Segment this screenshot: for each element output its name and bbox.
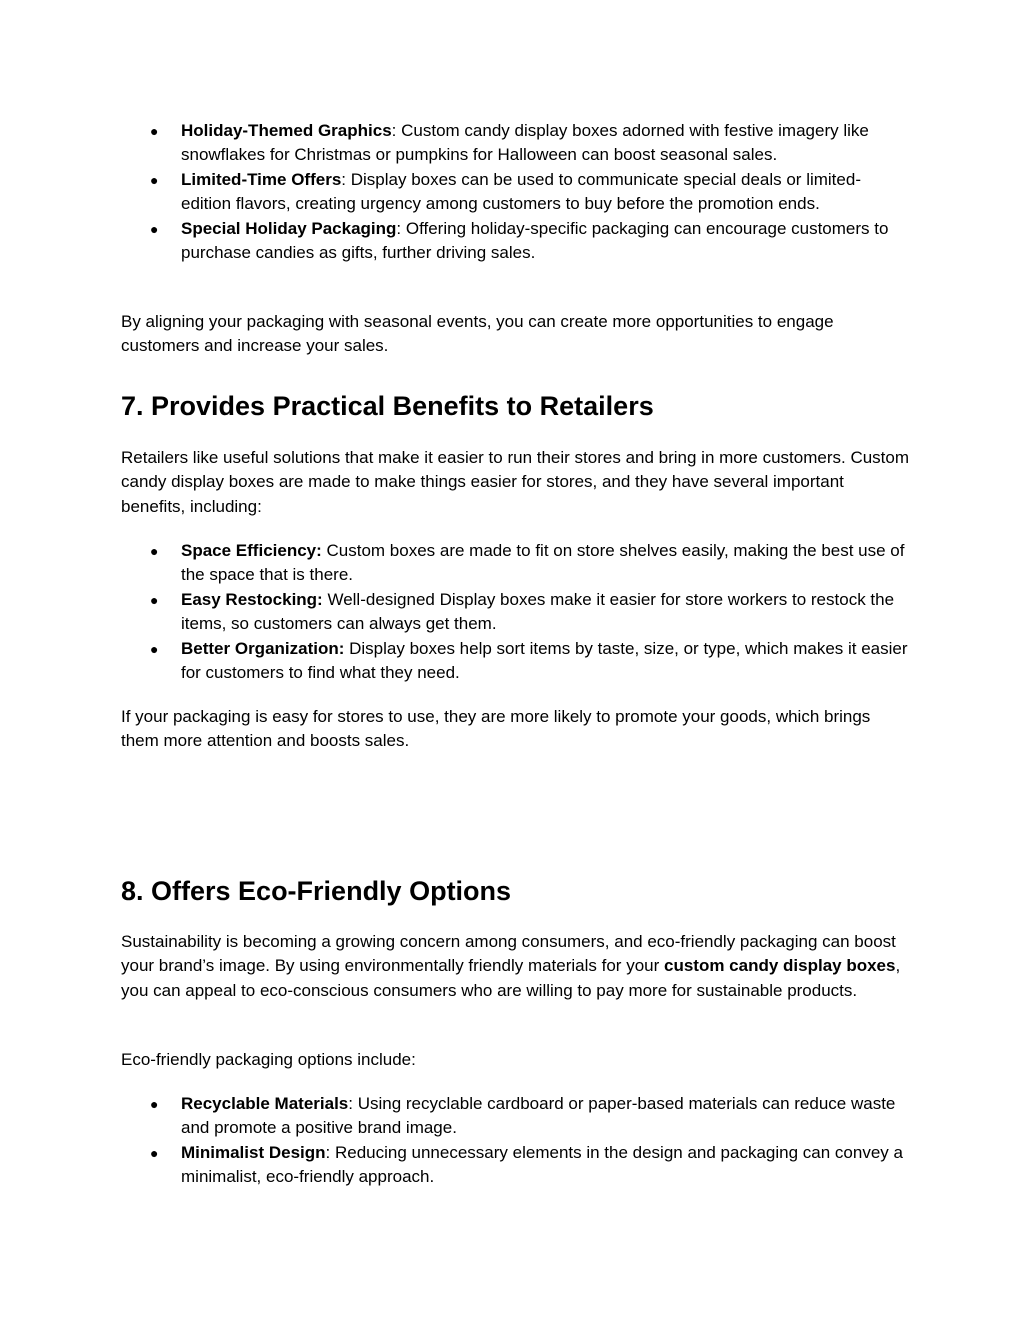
section-8-heading: 8. Offers Eco-Friendly Options [121, 876, 512, 906]
list-item [0, 637, 911, 686]
section-7-intro: Retailers like useful solutions that make it easier to run their stores and bring in more customers. Custom candy display boxes are made to make things easier for stores, and they have several important benefits, including: [121, 448, 910, 516]
list-item-title: Easy Restocking: [181, 589, 323, 609]
list-item-title: Recyclable Materials [181, 1094, 349, 1113]
section-7-outro: If your packaging is easy for stores to use, they are more likely to promote your goods, which brings them more attention and boosts sales. [121, 707, 871, 751]
list-item-text: : Display boxes can be used to communicate special deals or limited-edition flavors, creating urgency among customers to buy before the promotion ends. [181, 169, 861, 214]
list-item-text: Display boxes help sort items by taste, size, or type, which makes it easier for customers to find what they need. [181, 638, 908, 683]
intro-text-end: , you can appeal to eco-conscious consumers who are willing to pay more for sustainable products. [121, 956, 901, 1000]
list-item [0, 217, 911, 266]
bullet-icon: ● [150, 220, 159, 237]
bullet-icon: ● [150, 171, 159, 188]
list-item [0, 539, 911, 588]
bullet-icon: ● [150, 1144, 159, 1161]
list-item-title: Better Organization: [181, 638, 345, 658]
list-item-title: Minimalist Design [181, 1142, 326, 1162]
section-8-intro [121, 930, 911, 1003]
bullet-icon: ● [150, 591, 159, 608]
intro-text: Sustainability is becoming a growing concern among consumers, and eco-friendly packaging can boost your brand’s image. By using environmentally friendly materials for your [121, 932, 896, 976]
list-item-title: Special Holiday Packaging [181, 218, 397, 238]
bullet-icon: ● [150, 640, 159, 657]
list-item-text: : Using recyclable cardboard or paper-based materials can reduce waste and promote a positive brand image. [181, 1094, 896, 1138]
list-item-text: Well-designed Display boxes make it easier for store workers to restock the items, so customers can always get them. [181, 589, 895, 634]
paragraph-seasonal: By aligning your packaging with seasonal events, you can create more opportunities to engage customers and increase your sales. [121, 312, 834, 356]
bullet-icon: ● [150, 123, 159, 139]
list-item [0, 588, 911, 637]
list-item-title: Limited-Time Offers [181, 169, 342, 189]
list-item-title: Holiday-Themed Graphics [181, 121, 392, 140]
list-item-text: Custom boxes are made to fit on store shelves easily, making the best use of the space that is there. [181, 541, 905, 585]
list-item-title: Space Efficiency: [181, 541, 322, 560]
bullet-icon: ● [150, 543, 159, 559]
list-item-text: : Offering holiday-specific packaging can encourage customers to purchase candies as gifts, further driving sales. [181, 218, 889, 263]
list-item [0, 119, 911, 168]
list-item-text: : Custom candy display boxes adorned with festive imagery like snowflakes for Christmas or pumpkins for Halloween can boost seasonal sales. [181, 121, 869, 165]
section-7-heading: 7. Provides Practical Benefits to Retailers [121, 391, 654, 421]
retailer-benefits-list [0, 539, 1024, 685]
list-item [0, 1141, 911, 1190]
eco-options-label: Eco-friendly packaging options include: [121, 1050, 416, 1069]
intro-bold-keyword: custom candy display boxes [664, 956, 896, 976]
holiday-list [0, 119, 1024, 265]
bullet-icon: ● [150, 1096, 159, 1112]
list-item [0, 1092, 911, 1141]
eco-options-list [0, 1092, 1024, 1190]
list-item-text: : Reducing unnecessary elements in the design and packaging can convey a minimalist, eco-friendly approach. [181, 1142, 903, 1187]
list-item [0, 168, 911, 217]
